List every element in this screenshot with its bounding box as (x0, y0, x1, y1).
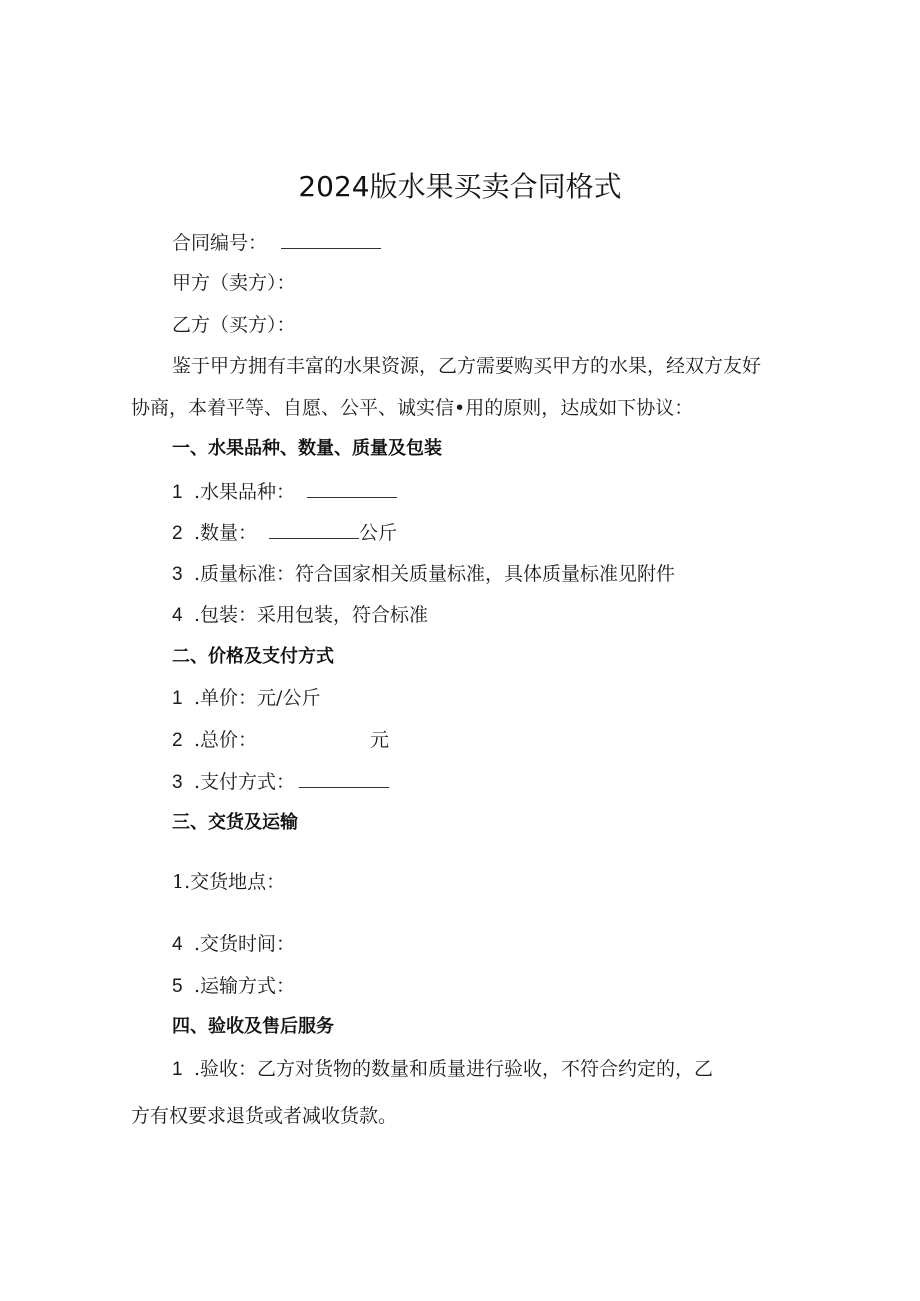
item-number: 5 (172, 976, 183, 997)
item-text: .质量标准：符合国家相关质量标准，具体质量标准见附件 (194, 563, 676, 585)
item-text: .运输方式： (194, 975, 296, 997)
item-text: .包装：采用包装，符合标准 (194, 604, 429, 626)
item-text: .交货时间： (194, 933, 296, 955)
party-a-label: 甲方（卖方）： (172, 272, 296, 294)
intro-line-2: 协商，本着平等、自愿、公平、诚实信•用的原则，达成如下协议： (131, 397, 694, 419)
item-text: 1.交货地点： (172, 871, 286, 893)
item-text: .支付方式： (194, 771, 296, 793)
party-a-field (172, 271, 296, 295)
section-4-heading: 四、验收及售后服务 (172, 1016, 334, 1037)
section-2-heading: 二、价格及支付方式 (172, 646, 334, 667)
section-1-heading: 一、水果品种、数量、质量及包装 (172, 438, 442, 459)
item-number: 3 (172, 772, 183, 793)
item-suffix: 元 (370, 729, 390, 751)
document-title: 2024版水果买卖合同格式 (298, 170, 622, 203)
item-number: 2 (172, 730, 183, 751)
section-1-item-1 (172, 479, 397, 505)
contract-number-blank (281, 230, 381, 249)
item-number: 4 (172, 605, 183, 626)
contract-number-field (172, 230, 381, 255)
item-number: 1 (172, 688, 183, 709)
intro-line-1: 鉴于甲方拥有丰富的水果资源，乙方需要购买甲方的水果，经双方友好 (172, 355, 762, 377)
contract-number-label: 合同编号： (172, 232, 268, 254)
party-b-field (172, 313, 296, 337)
item-text: .水果品种： (194, 481, 296, 503)
quantity-blank (269, 520, 359, 539)
item-text: .总价： (194, 729, 258, 751)
section-1-item-3 (172, 562, 675, 587)
section-3-heading: 三、交货及运输 (172, 812, 298, 833)
variety-blank (307, 479, 397, 498)
item-suffix: 公斤 (359, 522, 398, 544)
party-b-label: 乙方（买方）： (172, 314, 296, 336)
section-3-item-2 (172, 932, 295, 957)
section-1-item-4 (172, 603, 428, 628)
item-number: 1 (172, 482, 183, 503)
section-2-item-2 (172, 728, 389, 753)
section-4-continuation: 方有权要求退货或者减收货款。 (131, 1105, 398, 1127)
item-text: .验收：乙方对货物的数量和质量进行验收，不符合约定的，乙 (194, 1058, 714, 1080)
item-text: .数量： (194, 522, 258, 544)
section-3-item-3 (172, 974, 295, 999)
section-2-item-1 (172, 686, 320, 711)
item-number: 2 (172, 523, 183, 544)
section-4-item-1 (172, 1057, 713, 1082)
section-1-item-2 (172, 520, 397, 546)
payment-method-blank (299, 769, 389, 788)
item-text: .单价：元/公斤 (194, 687, 321, 709)
item-number: 3 (172, 564, 183, 585)
section-3-item-1 (172, 870, 285, 894)
item-number: 1 (172, 1059, 183, 1080)
item-number: 4 (172, 934, 183, 955)
section-2-item-3 (172, 769, 389, 795)
